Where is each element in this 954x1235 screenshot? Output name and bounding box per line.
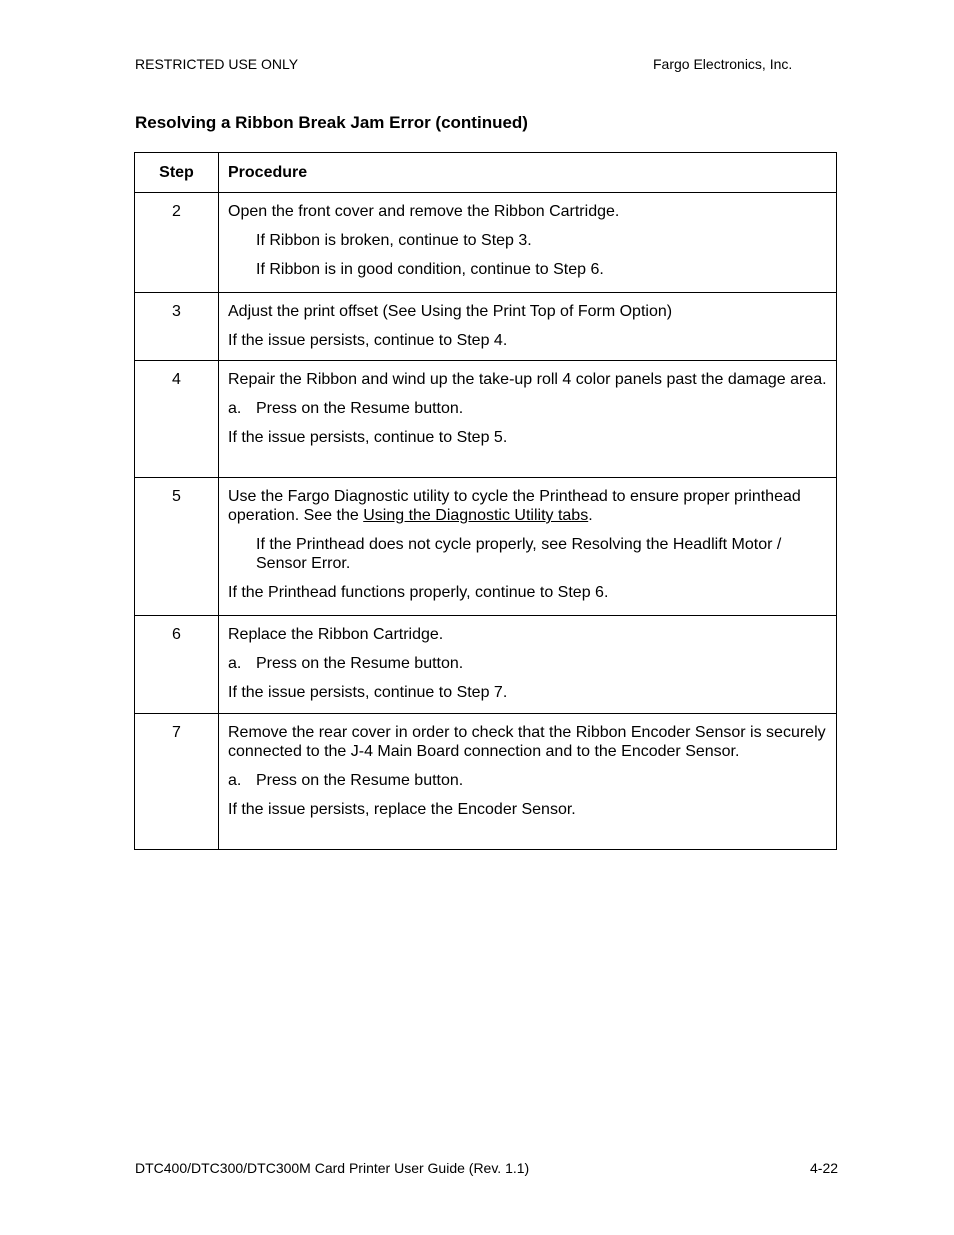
procedure-result: If the issue persists, replace the Encoder Sensor. bbox=[228, 801, 576, 818]
procedure-result: If the issue persists, continue to Step 4. bbox=[228, 332, 508, 349]
procedure-condition: If Ribbon is in good condition, continue to Step 6. bbox=[256, 261, 604, 278]
table-header-row bbox=[135, 153, 837, 193]
diagnostic-utility-link[interactable]: Using the Diagnostic Utility tabs bbox=[363, 507, 589, 524]
procedure-result: If the Printhead functions properly, continue to Step 6. bbox=[228, 584, 609, 601]
step-number: 2 bbox=[135, 193, 219, 293]
procedure-substep bbox=[228, 399, 828, 418]
substep-text: Press on the Resume button. bbox=[256, 655, 464, 672]
procedure-text: Open the front cover and remove the Ribbon Cartridge. bbox=[228, 203, 620, 220]
procedure-text: Replace the Ribbon Cartridge. bbox=[228, 626, 444, 643]
table-row bbox=[135, 193, 837, 293]
procedure-cell bbox=[219, 293, 837, 361]
running-footer-left: DTC400/DTC300/DTC300M Card Printer User Guide (Rev. 1.1) bbox=[135, 1160, 530, 1176]
substep-label: a. bbox=[228, 655, 242, 672]
column-header-step: Step bbox=[135, 153, 219, 193]
procedure-cell bbox=[219, 616, 837, 714]
page-number: 4-22 bbox=[810, 1160, 839, 1176]
step-number: 6 bbox=[135, 616, 219, 714]
procedure-cell bbox=[219, 714, 837, 850]
step-number: 7 bbox=[135, 714, 219, 850]
substep-text: Press on the Resume button. bbox=[256, 772, 464, 789]
table-row bbox=[135, 714, 837, 850]
procedure-text: Adjust the print offset (See Using the Print Top of Form Option) bbox=[228, 303, 673, 320]
substep-label: a. bbox=[228, 400, 242, 417]
procedure-text-part: Use the Fargo Diagnostic utility to cycle the Printhead to ensure proper printhead operation. See the bbox=[228, 488, 801, 524]
step-number: 5 bbox=[135, 478, 219, 616]
procedure-substep bbox=[228, 654, 828, 673]
substep-text: Press on the Resume button. bbox=[256, 400, 464, 417]
procedure-result: If the issue persists, continue to Step 5. bbox=[228, 429, 508, 446]
section-title: Resolving a Ribbon Break Jam Error (continued) bbox=[135, 113, 528, 132]
running-header-left: RESTRICTED USE ONLY bbox=[135, 56, 299, 72]
procedure-result: If the issue persists, continue to Step 7. bbox=[228, 684, 508, 701]
procedure-table bbox=[134, 152, 837, 850]
procedure-text: Remove the rear cover in order to check that the Ribbon Encoder Sensor is securely connected to the J-4 Main Board connection and to the Encoder Sensor. bbox=[228, 724, 826, 760]
procedure-cell bbox=[219, 193, 837, 293]
step-number: 4 bbox=[135, 361, 219, 478]
table-row bbox=[135, 361, 837, 478]
step-number: 3 bbox=[135, 293, 219, 361]
procedure-condition: If the Printhead does not cycle properly, see Resolving the Headlift Motor / Sensor Error. bbox=[256, 536, 782, 572]
procedure-text: Repair the Ribbon and wind up the take-up roll 4 color panels past the damage area. bbox=[228, 371, 827, 388]
table-row bbox=[135, 293, 837, 361]
procedure-text bbox=[228, 487, 828, 525]
table-row bbox=[135, 478, 837, 616]
column-header-procedure: Procedure bbox=[219, 153, 837, 193]
running-header-right: Fargo Electronics, Inc. bbox=[653, 56, 793, 72]
procedure-text-part: . bbox=[588, 507, 593, 524]
procedure-cell bbox=[219, 478, 837, 616]
table-row bbox=[135, 616, 837, 714]
substep-label: a. bbox=[228, 772, 242, 789]
procedure-cell bbox=[219, 361, 837, 478]
procedure-substep bbox=[228, 771, 828, 790]
procedure-condition: If Ribbon is broken, continue to Step 3. bbox=[256, 232, 532, 249]
